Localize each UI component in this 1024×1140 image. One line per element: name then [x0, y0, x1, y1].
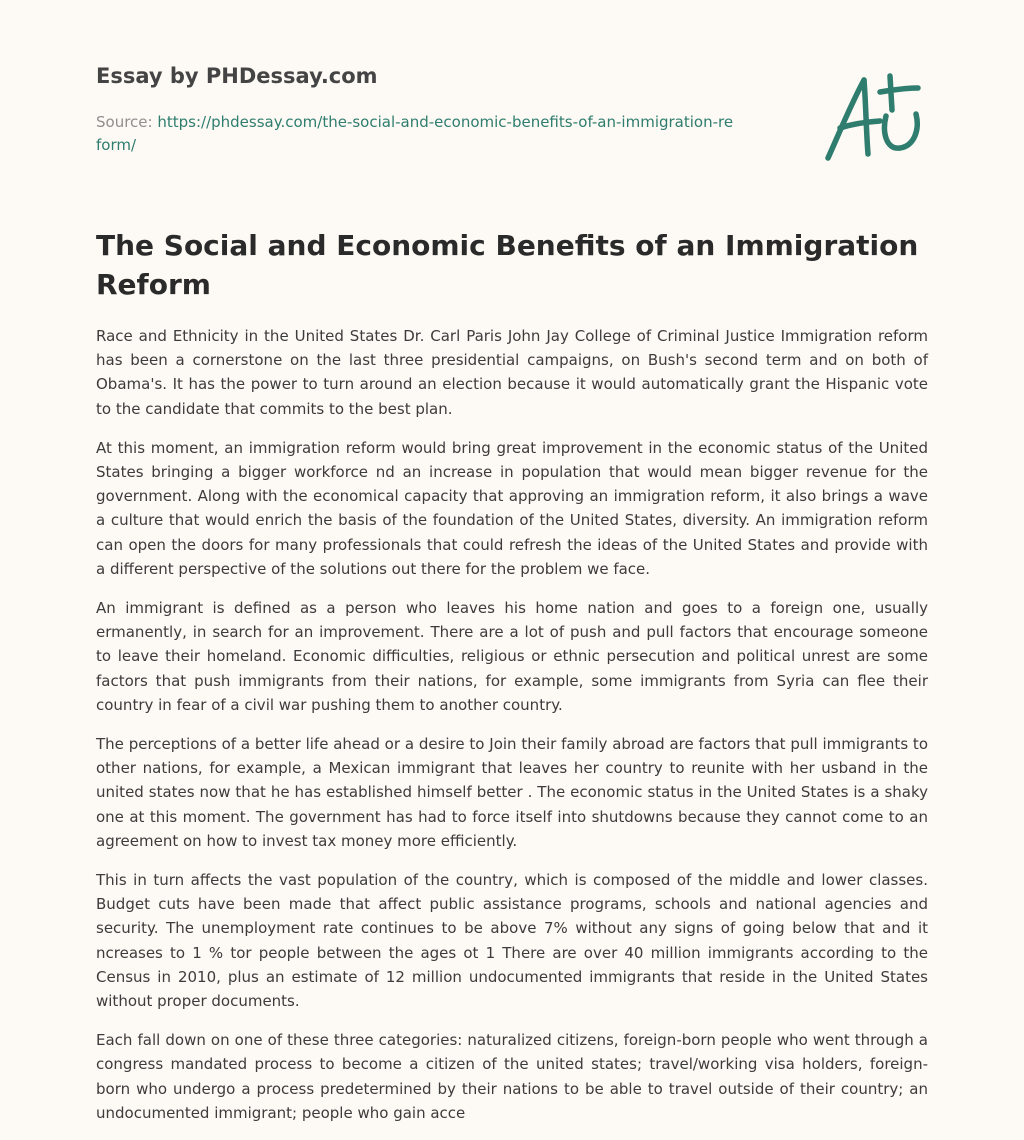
- essay-title: The Social and Economic Benefits of an Immigration Reform: [96, 229, 919, 301]
- paragraph: Race and Ethnicity in the United States Dr. Carl Paris John Jay College of Criminal Justice Immigration reform has been a cornerstone on the last three presidential campaigns, on Bush's second term and on both of Obama's. It has the power to turn around an election because it would automatically grant the Hispanic vote to the candidate that commits to the best plan.: [96, 327, 928, 418]
- paragraph: At this moment, an immigration reform would bring great improvement in the economic status of the United States bringing a bigger workforce nd an increase in population that would mean bigger revenue for the government. Along with the economical capacity that approving an immigration reform, it also brings a wave a culture that would enrich the basis of the foundation of the United States, diversity. An immigration reform can open the doors for many professionals that could refresh the ideas of the United States and provide with a different perspective of the solutions out there for the problem we face.: [96, 438, 928, 578]
- source-label: Source:: [96, 113, 153, 131]
- site-title: Essay by PHDessay.com: [96, 64, 378, 88]
- paragraph: An immigrant is defined as a person who leaves his home nation and goes to a foreign one, usually ermanently, in search for an improvement. There are a lot of push and pull factors that encourage someone to leave their homeland. Economic difficulties, religious or ethnic persecution and political unrest are some factors that push immigrants from their nations, for example, some immigrants from Syria can flee their country in fear of a civil war pushing them to another country.: [96, 599, 928, 714]
- paragraph: Each fall down on one of these three categories: naturalized citizens, foreign-born people who went through a congress mandated process to become a citizen of the united states; travel/working visa holders, foreign- born who undergo a process predetermined by their nations to be able to travel outside of their country; an undocumented immigrant; people who gain acce: [96, 1031, 928, 1122]
- paragraph: This in turn affects the vast population of the country, which is composed of the middle and lower classes. Budget cuts have been made that affect public assistance programs, schools and national agencies and security. The unemployment rate continues to be above 7% without any signs of going below that and it ncreases to 1 % tor people between the ages ot 1 There are over 40 million immigrants according to the Census in 2010, plus an estimate of 12 million undocumented immigrants that reside in the United States without proper documents.: [96, 871, 928, 1011]
- essay-body: [96, 324, 928, 1140]
- a-plus-logo-icon: [820, 66, 930, 166]
- source-line: [96, 111, 736, 157]
- source-link[interactable]: https://phdessay.com/the-social-and-economic-benefits-of-an-immigration-reform/: [96, 113, 734, 154]
- paragraph: The perceptions of a better life ahead or a desire to Join their family abroad are factors that pull immigrants to other nations, for example, a Mexican immigrant that leaves her country to reunite with her usband in the united states now that he has established himself better . The economic status in the United States is a shaky one at this moment. The government has had to force itself into shutdowns because they cannot come to an agreement on how to invest tax money more efficiently.: [96, 735, 928, 850]
